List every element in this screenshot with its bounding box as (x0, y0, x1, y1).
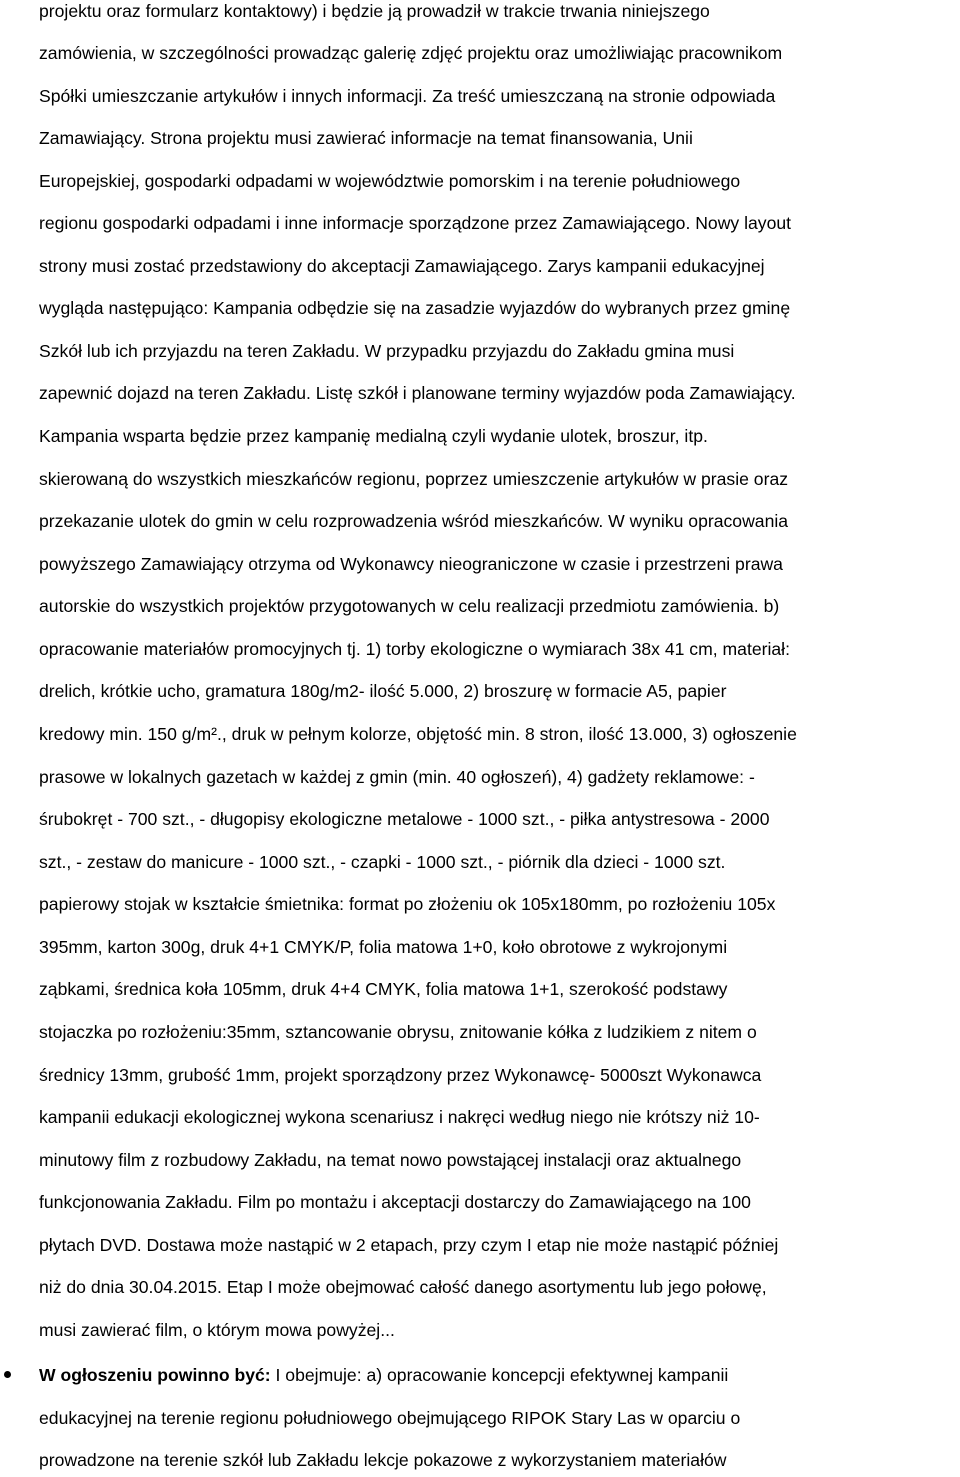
text-line: zamówienia, w szczególności prowadząc galerię zdjęć projektu oraz umożliwiając pracownikom (39, 43, 783, 63)
bullet-icon (4, 1371, 11, 1378)
text-line: Zamawiający. Strona projektu musi zawierać informacje na temat finansowania, Unii (39, 128, 693, 148)
bullet-first-rest: I obejmuje: a) opracowanie koncepcji efektywnej kampanii (270, 1365, 729, 1385)
text-line: powyższego Zamawiający otrzyma od Wykonawcy nieograniczone w czasie i przestrzeni prawa (39, 554, 783, 574)
bullet-bold-lead: W ogłoszeniu powinno być: (39, 1365, 271, 1385)
text-line: Kampania wsparta będzie przez kampanię medialną czyli wydanie ulotek, broszur, itp. (39, 426, 708, 446)
text-line: śrubokręt - 700 szt., - długopisy ekologiczne metalowe - 1000 szt., - piłka antystresowa - 2000 (39, 809, 770, 829)
text-line: szt., - zestaw do manicure - 1000 szt., - czapki - 1000 szt., - piórnik dla dzieci - 1000 szt. (39, 852, 726, 872)
text-line: Spółki umieszczanie artykułów i innych informacji. Za treść umieszczaną na stronie odpowiada (39, 86, 776, 106)
text-line: drelich, krótkie ucho, gramatura 180g/m2- ilość 5.000, 2) broszurę w formacie A5, papier (39, 681, 727, 701)
text-line: funkcjonowania Zakładu. Film po montażu i akceptacji dostarczy do Zamawiającego na 100 (39, 1192, 751, 1212)
text-line: regionu gospodarki odpadami i inne informacje sporządzone przez Zamawiającego. Nowy layout (39, 213, 792, 233)
text-line: ząbkami, średnica koła 105mm, druk 4+4 CMYK, folia matowa 1+1, szerokość podstawy (39, 979, 728, 999)
text-line: kredowy min. 150 g/m²., druk w pełnym kolorze, objętość min. 8 stron, ilość 13.000, 3) ogłoszenie (39, 724, 797, 744)
text-line: Europejskiej, gospodarki odpadami w województwie pomorskim i na terenie południowego (39, 171, 741, 191)
text-line: 395mm, karton 300g, druk 4+1 CMYK/P, folia matowa 1+0, koło obrotowe z wykrojonymi (39, 937, 728, 957)
text-line: autorskie do wszystkich projektów przygotowanych w celu realizacji przedmiotu zamówienia. b) (39, 596, 780, 616)
text-line: skierowaną do wszystkich mieszkańców regionu, poprzez umieszczenie artykułów w prasie oraz (39, 469, 789, 489)
bullet-line: edukacyjnej na terenie regionu południowego obejmującego RIPOK Stary Las w oparciu o (39, 1408, 741, 1428)
text-line: zapewnić dojazd na teren Zakładu. Listę szkół i planowane terminy wyjazdów poda Zamawiający. (39, 383, 796, 403)
text-line: prasowe w lokalnych gazetach w każdej z gmin (min. 40 ogłoszeń), 4) gadżety reklamowe: - (39, 767, 755, 787)
bullet-line: prowadzone na terenie szkół lub Zakładu lekcje pokazowe z wykorzystaniem materiałów (39, 1450, 727, 1470)
text-line: przekazanie ulotek do gmin w celu rozprowadzenia wśród mieszkańców. W wyniku opracowania (39, 511, 789, 531)
text-line: kampanii edukacji ekologicznej wykona scenariusz i nakręci według niego nie krótszy niż 10- (39, 1107, 760, 1127)
text-line: wygląda następująco: Kampania odbędzie się na zasadzie wyjazdów do wybranych przez gminę (39, 298, 791, 318)
text-line: płytach DVD. Dostawa może nastąpić w 2 etapach, przy czym I etap nie może nastąpić później (39, 1235, 779, 1255)
text-line: niż do dnia 30.04.2015. Etap I może obejmować całość danego asortymentu lub jego połowę, (39, 1277, 767, 1297)
text-line: musi zawierać film, o którym mowa powyżej... (39, 1320, 395, 1340)
text-line: średnicy 13mm, grubość 1mm, projekt sporządzony przez Wykonawcę- 5000szt Wykonawca (39, 1065, 762, 1085)
text-line: Szkół lub ich przyjazdu na teren Zakładu. W przypadku przyjazdu do Zakładu gmina musi (39, 341, 735, 361)
bullet-first-line (39, 1364, 728, 1386)
text-line: stojaczka po rozłożeniu:35mm, sztancowanie obrysu, znitowanie kółka z ludzikiem z nitem o (39, 1022, 757, 1042)
text-line: minutowy film z rozbudowy Zakładu, na temat nowo powstającej instalacji oraz aktualnego (39, 1150, 742, 1170)
text-line: strony musi zostać przedstawiony do akceptacji Zamawiającego. Zarys kampanii edukacyjnej (39, 256, 765, 276)
text-line: opracowanie materiałów promocyjnych tj. 1) torby ekologiczne o wymiarach 38x 41 cm, materiał: (39, 639, 790, 659)
text-line: papierowy stojak w kształcie śmietnika: format po złożeniu ok 105x180mm, po rozłożeniu 105x (39, 894, 776, 914)
text-line: projektu oraz formularz kontaktowy) i będzie ją prowadził w trakcie trwania niniejszego (39, 1, 710, 21)
